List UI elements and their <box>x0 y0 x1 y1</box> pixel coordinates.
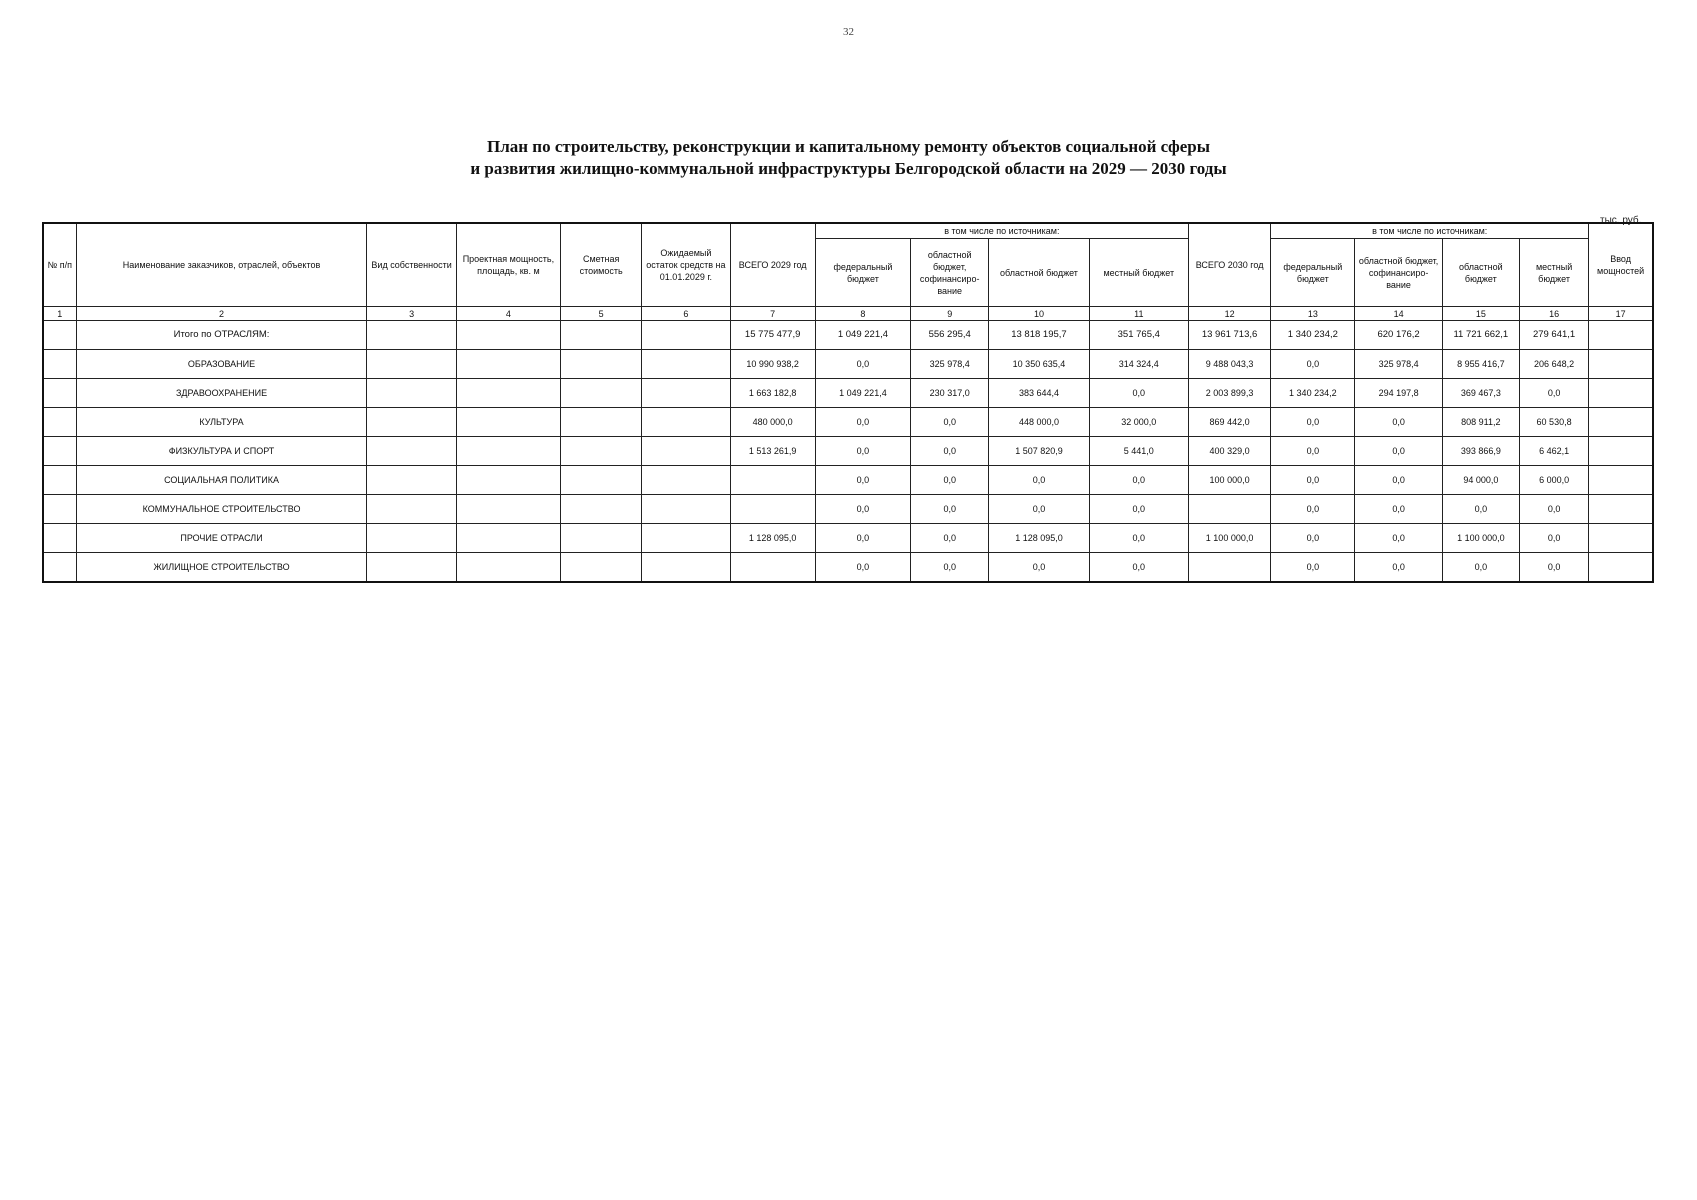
empty-cell <box>43 553 76 583</box>
table-row <box>43 379 1653 408</box>
empty-cell <box>456 553 560 583</box>
header-federal-2029: федеральный бюджет <box>815 239 910 307</box>
header-capacity-input: Ввод мощностей <box>1589 223 1653 307</box>
cell-total-2030: 100 000,0 <box>1188 466 1270 495</box>
empty-cell <box>1589 437 1653 466</box>
cell-total-2029: 480 000,0 <box>730 408 815 437</box>
cell-total-2029 <box>730 553 815 583</box>
empty-cell <box>1589 524 1653 553</box>
header-local-2029: местный бюджет <box>1089 239 1188 307</box>
cell-total-2029: 1 513 261,9 <box>730 437 815 466</box>
cell-reg-2030: 8 955 416,7 <box>1442 350 1519 379</box>
cell-fed-2029: 1 049 221,4 <box>815 321 910 350</box>
title-line-1: План по строительству, реконструкции и капитальному ремонту объектов социальной сферы <box>486 137 1211 156</box>
cell-total-2030: 9 488 043,3 <box>1188 350 1270 379</box>
header-ownership: Вид собственности <box>367 223 456 307</box>
row-name: КОММУНАЛЬНОЕ СТРОИТЕЛЬСТВО <box>76 495 367 524</box>
empty-cell <box>561 350 642 379</box>
column-number: 15 <box>1442 307 1519 321</box>
empty-cell <box>642 379 730 408</box>
cell-cofin-2030: 620 176,2 <box>1355 321 1442 350</box>
cell-reg-2030: 369 467,3 <box>1442 379 1519 408</box>
empty-cell <box>561 408 642 437</box>
empty-cell <box>561 437 642 466</box>
cell-local-2029: 314 324,4 <box>1089 350 1188 379</box>
units-label: тыс. руб. <box>1600 215 1642 226</box>
cell-cofin-2029: 230 317,0 <box>911 379 989 408</box>
empty-cell <box>367 466 456 495</box>
cell-cofin-2030: 325 978,4 <box>1355 350 1442 379</box>
cell-cofin-2029: 0,0 <box>911 437 989 466</box>
empty-cell <box>367 321 456 350</box>
cell-fed-2029: 0,0 <box>815 350 910 379</box>
cell-reg-2029: 383 644,4 <box>989 379 1089 408</box>
cell-fed-2029: 0,0 <box>815 495 910 524</box>
empty-cell <box>367 408 456 437</box>
column-number: 7 <box>730 307 815 321</box>
header-num: № п/п <box>43 223 76 307</box>
empty-cell <box>43 437 76 466</box>
cell-cofin-2029: 0,0 <box>911 408 989 437</box>
column-number: 13 <box>1271 307 1355 321</box>
cell-total-2029 <box>730 466 815 495</box>
header-capacity: Проектная мощность, площадь, кв. м <box>456 223 560 307</box>
empty-cell <box>561 495 642 524</box>
cell-reg-2030: 94 000,0 <box>1442 466 1519 495</box>
empty-cell <box>1589 408 1653 437</box>
column-number: 14 <box>1355 307 1442 321</box>
cell-local-2030: 0,0 <box>1519 495 1588 524</box>
cell-fed-2030: 0,0 <box>1271 495 1355 524</box>
cell-fed-2030: 0,0 <box>1271 350 1355 379</box>
row-name: ПРОЧИЕ ОТРАСЛИ <box>76 524 367 553</box>
cell-reg-2029: 0,0 <box>989 495 1089 524</box>
cell-fed-2030: 0,0 <box>1271 466 1355 495</box>
empty-cell <box>367 350 456 379</box>
column-number: 10 <box>989 307 1089 321</box>
cell-cofin-2030: 0,0 <box>1355 437 1442 466</box>
document-title <box>0 136 1697 180</box>
empty-cell <box>43 379 76 408</box>
plan-table <box>42 222 1654 583</box>
cell-local-2030: 6 462,1 <box>1519 437 1588 466</box>
empty-cell <box>367 379 456 408</box>
cell-cofin-2029: 0,0 <box>911 466 989 495</box>
cell-fed-2029: 0,0 <box>815 437 910 466</box>
empty-cell <box>561 524 642 553</box>
cell-local-2030: 0,0 <box>1519 553 1588 583</box>
column-number: 4 <box>456 307 560 321</box>
column-number: 8 <box>815 307 910 321</box>
empty-cell <box>642 437 730 466</box>
cell-local-2030: 0,0 <box>1519 524 1588 553</box>
empty-cell <box>1589 495 1653 524</box>
empty-cell <box>1589 321 1653 350</box>
empty-cell <box>561 321 642 350</box>
cell-total-2029: 10 990 938,2 <box>730 350 815 379</box>
cell-fed-2030: 1 340 234,2 <box>1271 379 1355 408</box>
page-number: 32 <box>843 26 854 38</box>
empty-cell <box>456 350 560 379</box>
cell-reg-2029: 448 000,0 <box>989 408 1089 437</box>
header-sources-2030: в том числе по источникам: <box>1271 223 1589 239</box>
cell-fed-2029: 0,0 <box>815 553 910 583</box>
empty-cell <box>367 553 456 583</box>
empty-cell <box>367 495 456 524</box>
cell-reg-2029: 1 128 095,0 <box>989 524 1089 553</box>
empty-cell <box>642 408 730 437</box>
cell-fed-2030: 0,0 <box>1271 524 1355 553</box>
empty-cell <box>561 466 642 495</box>
empty-cell <box>456 466 560 495</box>
cell-local-2029: 351 765,4 <box>1089 321 1188 350</box>
empty-cell <box>43 524 76 553</box>
cell-local-2030: 60 530,8 <box>1519 408 1588 437</box>
header-regional-2029: областной бюджет <box>989 239 1089 307</box>
cell-local-2030: 279 641,1 <box>1519 321 1588 350</box>
cell-fed-2029: 0,0 <box>815 524 910 553</box>
row-name: СОЦИАЛЬНАЯ ПОЛИТИКА <box>76 466 367 495</box>
column-number: 1 <box>43 307 76 321</box>
empty-cell <box>456 408 560 437</box>
cell-local-2030: 206 648,2 <box>1519 350 1588 379</box>
cell-total-2029: 1 663 182,8 <box>730 379 815 408</box>
column-number: 12 <box>1188 307 1270 321</box>
title-line-2: и развития жилищно-коммунальной инфраструктуры Белгородской области на 2029 — 2030 годы <box>470 159 1227 178</box>
table-row <box>43 408 1653 437</box>
cell-reg-2029: 1 507 820,9 <box>989 437 1089 466</box>
header-estimate: Сметная стоимость <box>561 223 642 307</box>
cell-total-2029: 1 128 095,0 <box>730 524 815 553</box>
cell-local-2029: 0,0 <box>1089 495 1188 524</box>
empty-cell <box>642 495 730 524</box>
column-number: 5 <box>561 307 642 321</box>
column-number: 2 <box>76 307 367 321</box>
header-cofin-2029: областной бюджет, софинансиро-вание <box>911 239 989 307</box>
cell-reg-2029: 0,0 <box>989 553 1089 583</box>
empty-cell <box>456 379 560 408</box>
cell-local-2029: 5 441,0 <box>1089 437 1188 466</box>
cell-reg-2030: 393 866,9 <box>1442 437 1519 466</box>
column-number: 16 <box>1519 307 1588 321</box>
empty-cell <box>561 379 642 408</box>
table-row <box>43 495 1653 524</box>
cell-cofin-2030: 0,0 <box>1355 553 1442 583</box>
cell-total-2030: 2 003 899,3 <box>1188 379 1270 408</box>
cell-cofin-2030: 294 197,8 <box>1355 379 1442 408</box>
empty-cell <box>1589 379 1653 408</box>
empty-cell <box>642 466 730 495</box>
cell-local-2029: 32 000,0 <box>1089 408 1188 437</box>
cell-local-2030: 0,0 <box>1519 379 1588 408</box>
empty-cell <box>367 437 456 466</box>
column-number: 9 <box>911 307 989 321</box>
cell-total-2030: 869 442,0 <box>1188 408 1270 437</box>
header-cofin-2030: областной бюджет, софинансиро-вание <box>1355 239 1442 307</box>
cell-fed-2030: 1 340 234,2 <box>1271 321 1355 350</box>
cell-fed-2030: 0,0 <box>1271 437 1355 466</box>
table-row <box>43 524 1653 553</box>
header-name: Наименование заказчиков, отраслей, объектов <box>76 223 367 307</box>
column-number: 11 <box>1089 307 1188 321</box>
cell-total-2030 <box>1188 553 1270 583</box>
empty-cell <box>642 350 730 379</box>
cell-reg-2029: 0,0 <box>989 466 1089 495</box>
cell-reg-2030: 808 911,2 <box>1442 408 1519 437</box>
cell-reg-2030: 11 721 662,1 <box>1442 321 1519 350</box>
cell-reg-2029: 10 350 635,4 <box>989 350 1089 379</box>
cell-fed-2030: 0,0 <box>1271 408 1355 437</box>
cell-cofin-2030: 0,0 <box>1355 466 1442 495</box>
cell-cofin-2029: 0,0 <box>911 524 989 553</box>
cell-local-2030: 6 000,0 <box>1519 466 1588 495</box>
empty-cell <box>43 408 76 437</box>
row-name: ОБРАЗОВАНИЕ <box>76 350 367 379</box>
cell-reg-2030: 0,0 <box>1442 553 1519 583</box>
empty-cell <box>642 321 730 350</box>
cell-reg-2030: 0,0 <box>1442 495 1519 524</box>
cell-local-2029: 0,0 <box>1089 466 1188 495</box>
empty-cell <box>456 524 560 553</box>
empty-cell <box>43 350 76 379</box>
plan-table-body <box>43 321 1653 583</box>
header-total-2030: ВСЕГО 2030 год <box>1188 223 1270 307</box>
column-number: 17 <box>1589 307 1653 321</box>
table-row <box>43 350 1653 379</box>
table-row <box>43 437 1653 466</box>
header-federal-2030: федеральный бюджет <box>1271 239 1355 307</box>
empty-cell <box>1589 466 1653 495</box>
empty-cell <box>1589 350 1653 379</box>
cell-fed-2029: 0,0 <box>815 408 910 437</box>
column-number-row <box>43 307 1653 321</box>
cell-fed-2029: 1 049 221,4 <box>815 379 910 408</box>
empty-cell <box>43 321 76 350</box>
cell-local-2029: 0,0 <box>1089 379 1188 408</box>
row-name: КУЛЬТУРА <box>76 408 367 437</box>
empty-cell <box>456 495 560 524</box>
empty-cell <box>642 553 730 583</box>
header-remaining: Ожидаемый остаток средств на 01.01.2029 г. <box>642 223 730 307</box>
empty-cell <box>456 437 560 466</box>
cell-cofin-2030: 0,0 <box>1355 408 1442 437</box>
cell-total-2030 <box>1188 495 1270 524</box>
cell-fed-2030: 0,0 <box>1271 553 1355 583</box>
cell-reg-2029: 13 818 195,7 <box>989 321 1089 350</box>
cell-cofin-2030: 0,0 <box>1355 524 1442 553</box>
row-name: ЖИЛИЩНОЕ СТРОИТЕЛЬСТВО <box>76 553 367 583</box>
empty-cell <box>43 466 76 495</box>
cell-cofin-2029: 556 295,4 <box>911 321 989 350</box>
empty-cell <box>456 321 560 350</box>
header-total-2029: ВСЕГО 2029 год <box>730 223 815 307</box>
row-name: Итого по ОТРАСЛЯМ: <box>76 321 367 350</box>
cell-fed-2029: 0,0 <box>815 466 910 495</box>
cell-cofin-2029: 0,0 <box>911 495 989 524</box>
row-name: ФИЗКУЛЬТУРА И СПОРТ <box>76 437 367 466</box>
table-row <box>43 321 1653 350</box>
table-row <box>43 553 1653 583</box>
cell-total-2030: 1 100 000,0 <box>1188 524 1270 553</box>
cell-local-2029: 0,0 <box>1089 524 1188 553</box>
empty-cell <box>642 524 730 553</box>
cell-cofin-2029: 325 978,4 <box>911 350 989 379</box>
header-sources-2029: в том числе по источникам: <box>815 223 1188 239</box>
cell-total-2030: 13 961 713,6 <box>1188 321 1270 350</box>
header-regional-2030: областной бюджет <box>1442 239 1519 307</box>
header-local-2030: местный бюджет <box>1519 239 1588 307</box>
row-name: ЗДРАВООХРАНЕНИЕ <box>76 379 367 408</box>
column-number: 6 <box>642 307 730 321</box>
cell-total-2029 <box>730 495 815 524</box>
empty-cell <box>1589 553 1653 583</box>
cell-reg-2030: 1 100 000,0 <box>1442 524 1519 553</box>
cell-local-2029: 0,0 <box>1089 553 1188 583</box>
empty-cell <box>367 524 456 553</box>
empty-cell <box>43 495 76 524</box>
empty-cell <box>561 553 642 583</box>
cell-total-2030: 400 329,0 <box>1188 437 1270 466</box>
table-row <box>43 466 1653 495</box>
cell-total-2029: 15 775 477,9 <box>730 321 815 350</box>
cell-cofin-2029: 0,0 <box>911 553 989 583</box>
column-number: 3 <box>367 307 456 321</box>
cell-cofin-2030: 0,0 <box>1355 495 1442 524</box>
